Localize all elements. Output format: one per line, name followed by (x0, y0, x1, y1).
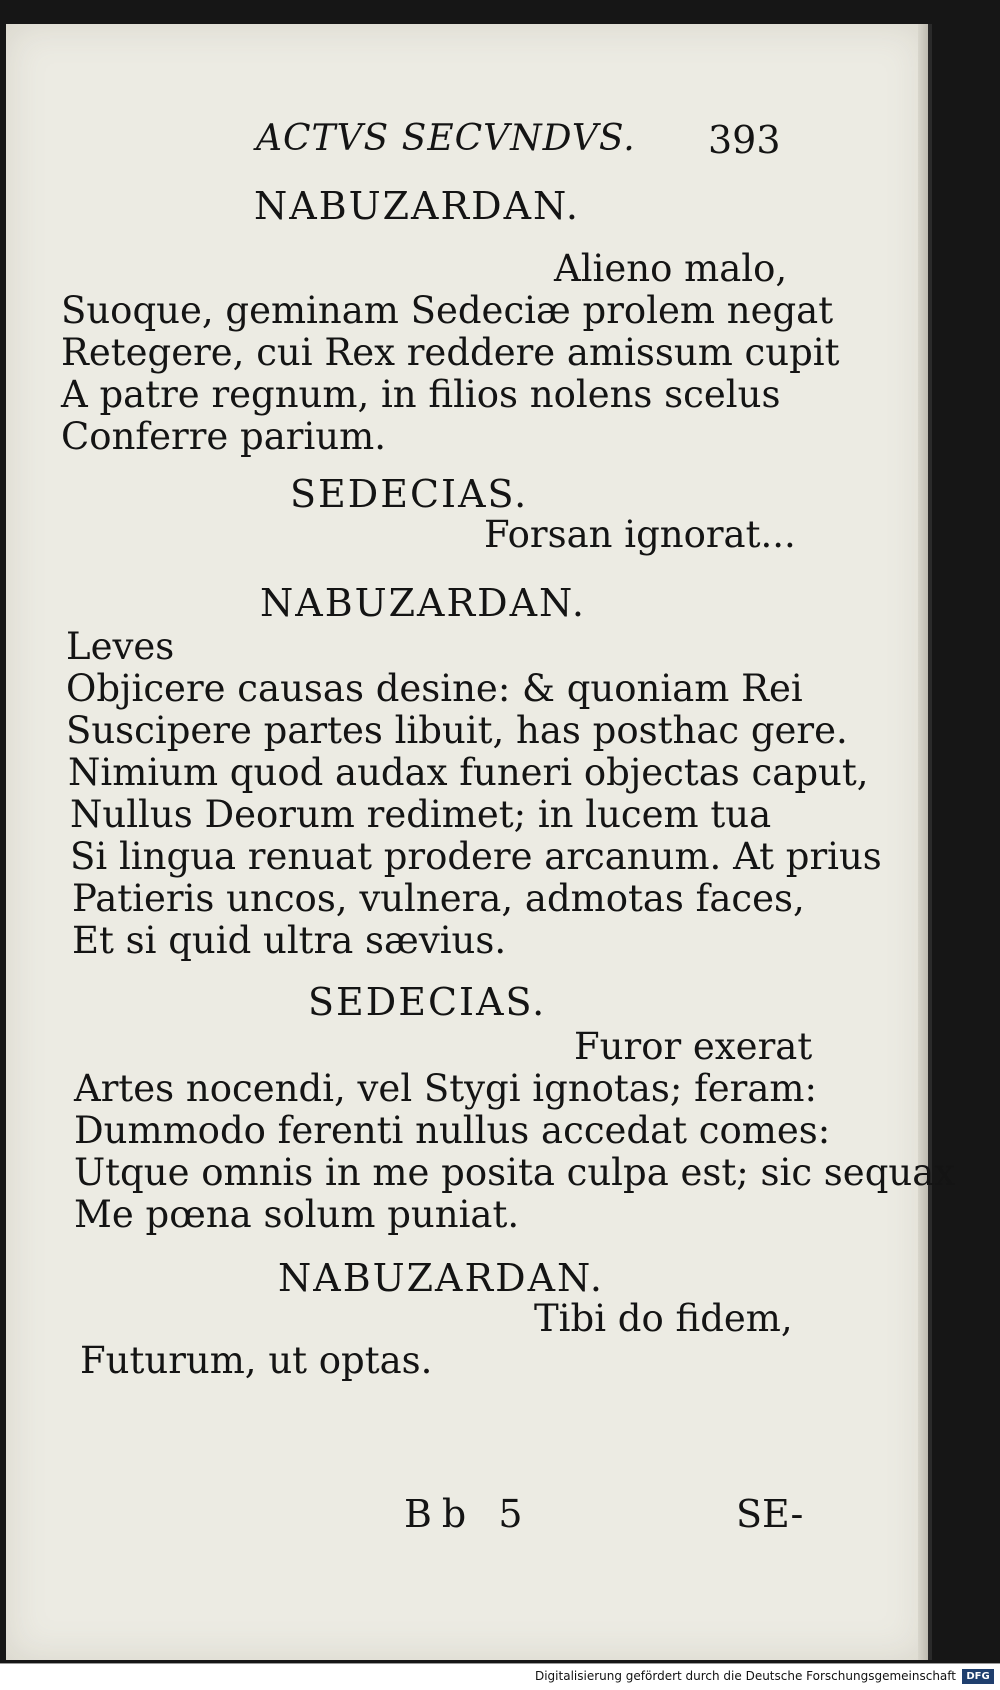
dfg-logo-icon: DFG (962, 1669, 994, 1684)
verse-line: Retegere, cui Rex reddere amissum cupit (61, 331, 840, 374)
verse-line: Suoque, geminam Sedeciæ prolem negat (61, 289, 834, 332)
verse-line: Objicere causas desine: & quoniam Rei (66, 667, 803, 710)
verse-line: Alieno malo, (554, 247, 788, 290)
verse-line: Patieris uncos, vulnera, admotas faces, (72, 877, 805, 920)
verse-line: Artes nocendi, vel Stygi ignotas; feram: (74, 1067, 817, 1110)
digitization-footer (0, 1663, 1000, 1690)
book-page (6, 24, 956, 1660)
verse-line: Forsan ignorat... (484, 513, 796, 556)
page-number: 393 (708, 118, 781, 162)
footer-credit: Digitalisierung gefördert durch die Deutsche Forschungsgemeinschaft (534, 1669, 956, 1683)
verse-line: Nullus Deorum redimet; in lucem tua (70, 793, 772, 836)
verse-line: Leves (66, 625, 175, 668)
verse-line: Suscipere partes libuit, has posthac gere. (66, 709, 848, 752)
signature-mark: Bb 5 (404, 1492, 533, 1536)
page-text (6, 24, 956, 1660)
speaker-name: NABUZARDAN. (278, 1256, 604, 1300)
verse-line: Dummodo ferenti nullus accedat comes: (74, 1109, 831, 1152)
verse-line: Furor exerat (574, 1025, 813, 1068)
verse-line: Conferre parium. (61, 415, 386, 458)
verse-line: Et si quid ultra sævius. (72, 919, 507, 962)
speaker-name: NABUZARDAN. (260, 581, 586, 625)
verse-line: Nimium quod audax funeri objectas caput, (68, 751, 869, 794)
verse-line: Utque omnis in me posita culpa est; sic sequax (74, 1151, 956, 1194)
verse-line: A patre regnum, in filios nolens scelus (61, 373, 781, 416)
verse-line: Futurum, ut optas. (80, 1339, 433, 1382)
catchword: SE- (736, 1492, 804, 1536)
speaker-name: SEDECIAS. (290, 472, 529, 516)
speaker-name: SEDECIAS. (308, 980, 547, 1024)
verse-line: Tibi do fidem, (534, 1297, 793, 1340)
verse-line: Si lingua renuat prodere arcanum. At prius (70, 835, 882, 878)
speaker-name: NABUZARDAN. (254, 184, 580, 228)
running-head: ACTVS SECVNDVS. (256, 118, 636, 159)
verse-line: Me pœna solum puniat. (74, 1193, 520, 1236)
